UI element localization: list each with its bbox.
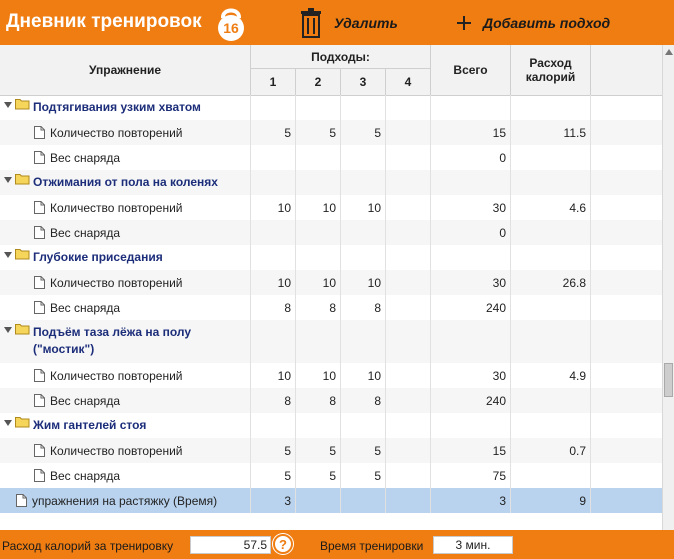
group-name: Отжимания от пола на коленях xyxy=(33,175,218,189)
total-cell: 75 xyxy=(431,463,511,488)
set-3-cell[interactable] xyxy=(341,170,386,195)
set-4-cell[interactable] xyxy=(386,320,431,363)
table-row[interactable] xyxy=(0,270,662,295)
folder-icon xyxy=(15,248,30,263)
set-3-cell[interactable] xyxy=(341,220,386,245)
set-4-cell[interactable] xyxy=(386,170,431,195)
workout-time-value: 3 мин. xyxy=(433,536,513,554)
top-toolbar xyxy=(0,0,674,45)
total-cell: 30 xyxy=(431,270,511,295)
help-icon[interactable]: ? xyxy=(273,534,293,554)
total-cell: 30 xyxy=(431,195,511,220)
calories-cell xyxy=(511,320,591,363)
set-2-cell[interactable]: 8 xyxy=(296,388,341,413)
item-name: Вес снаряда xyxy=(50,150,121,165)
set-3-cell[interactable]: 5 xyxy=(341,463,386,488)
set-4-cell[interactable] xyxy=(386,413,431,438)
total-cell: 3 xyxy=(431,488,511,513)
set-1-cell[interactable] xyxy=(251,245,296,270)
empty-cell xyxy=(591,463,662,488)
empty-cell xyxy=(591,245,662,270)
file-icon xyxy=(34,276,45,289)
total-cell xyxy=(431,95,511,120)
collapse-arrow-icon[interactable] xyxy=(4,177,12,183)
set-4-cell[interactable] xyxy=(386,388,431,413)
calories-cell xyxy=(511,245,591,270)
item-name-cell xyxy=(0,363,251,388)
calories-total-label: Расход калорий за тренировку xyxy=(2,539,174,553)
file-icon xyxy=(34,369,45,382)
set-1-cell[interactable] xyxy=(251,145,296,170)
empty-cell xyxy=(591,145,662,170)
calories-cell: 11.5 xyxy=(511,120,591,145)
calories-cell xyxy=(511,413,591,438)
col-set-4-header[interactable]: 4 xyxy=(386,69,431,95)
file-icon xyxy=(34,444,45,457)
app-title: Дневник тренировок xyxy=(6,11,202,32)
folder-icon xyxy=(15,173,30,188)
exercise-group-row[interactable] xyxy=(0,413,662,438)
file-icon xyxy=(16,494,27,507)
table-row[interactable] xyxy=(0,145,662,170)
selected-row[interactable] xyxy=(0,488,662,513)
col-exercise-header[interactable]: Упражнение xyxy=(0,45,251,95)
set-1-cell[interactable]: 5 xyxy=(251,463,296,488)
table-row[interactable] xyxy=(0,388,662,413)
group-name xyxy=(33,324,191,358)
empty-cell xyxy=(591,170,662,195)
empty-cell xyxy=(591,363,662,388)
collapse-arrow-icon[interactable] xyxy=(4,102,12,108)
set-1-cell[interactable]: 8 xyxy=(251,295,296,320)
set-4-cell[interactable] xyxy=(386,195,431,220)
set-2-cell[interactable]: 5 xyxy=(296,120,341,145)
set-3-cell[interactable] xyxy=(341,488,386,513)
set-2-cell[interactable]: 10 xyxy=(296,195,341,220)
set-4-cell[interactable] xyxy=(386,145,431,170)
vertical-scrollbar[interactable] xyxy=(662,45,674,530)
item-name-cell xyxy=(0,270,251,295)
item-name: Количество повторений xyxy=(50,275,183,290)
set-1-cell[interactable]: 3 xyxy=(251,488,296,513)
item-name: Вес снаряда xyxy=(50,225,121,240)
item-name-cell xyxy=(0,488,251,513)
col-sets-header: Подходы: xyxy=(251,45,431,69)
calories-cell xyxy=(511,220,591,245)
group-name: Жим гантелей стоя xyxy=(33,418,147,432)
group-name-cell xyxy=(0,320,251,363)
scroll-thumb[interactable] xyxy=(664,363,673,397)
table-row[interactable] xyxy=(0,438,662,463)
empty-cell xyxy=(591,413,662,438)
kettlebell-icon xyxy=(211,4,251,42)
total-cell xyxy=(431,413,511,438)
workout-time-label: Время тренировки xyxy=(320,539,424,553)
empty-cell xyxy=(591,95,662,120)
set-2-cell[interactable]: 8 xyxy=(296,295,341,320)
collapse-arrow-icon[interactable] xyxy=(4,327,12,333)
set-1-cell[interactable]: 10 xyxy=(251,195,296,220)
item-name: Количество повторений xyxy=(50,200,183,215)
set-3-cell[interactable]: 5 xyxy=(341,438,386,463)
group-name-cell xyxy=(0,170,251,195)
file-icon xyxy=(34,301,45,314)
set-2-cell[interactable] xyxy=(296,170,341,195)
set-2-cell[interactable] xyxy=(296,413,341,438)
set-2-cell[interactable] xyxy=(296,220,341,245)
set-3-cell[interactable] xyxy=(341,95,386,120)
total-cell: 0 xyxy=(431,220,511,245)
set-4-cell[interactable] xyxy=(386,488,431,513)
trash-icon xyxy=(300,8,322,38)
item-name: Вес снаряда xyxy=(50,468,121,483)
col-empty-header xyxy=(591,45,662,95)
folder-icon xyxy=(15,323,30,338)
total-cell xyxy=(431,170,511,195)
col-total-header[interactable]: Всего xyxy=(431,45,511,95)
group-name-cell xyxy=(0,413,251,438)
set-2-cell[interactable] xyxy=(296,145,341,170)
set-2-cell[interactable] xyxy=(296,320,341,363)
set-2-cell[interactable] xyxy=(296,95,341,120)
item-name-cell xyxy=(0,120,251,145)
set-4-cell[interactable] xyxy=(386,95,431,120)
group-name-line: ("мостик") xyxy=(33,342,95,356)
exercise-group-row[interactable] xyxy=(0,245,662,270)
file-icon xyxy=(34,394,45,407)
file-icon xyxy=(34,226,45,239)
add-set-label: Добавить подход xyxy=(483,14,611,31)
item-name: Вес снаряда xyxy=(50,393,121,408)
col-set-2-header[interactable]: 2 xyxy=(296,69,341,95)
total-cell xyxy=(431,245,511,270)
item-name-cell xyxy=(0,195,251,220)
set-1-cell[interactable]: 10 xyxy=(251,270,296,295)
set-2-cell[interactable]: 10 xyxy=(296,270,341,295)
set-4-cell[interactable] xyxy=(386,438,431,463)
set-3-cell[interactable]: 5 xyxy=(341,120,386,145)
set-1-cell[interactable] xyxy=(251,220,296,245)
scroll-up-arrow-icon[interactable] xyxy=(665,49,673,55)
group-name-cell xyxy=(0,245,251,270)
empty-cell xyxy=(591,320,662,363)
exercise-group-row[interactable] xyxy=(0,95,662,120)
set-4-cell[interactable] xyxy=(386,363,431,388)
calories-cell: 4.9 xyxy=(511,363,591,388)
item-name-cell xyxy=(0,220,251,245)
folder-icon xyxy=(15,416,30,431)
calories-cell: 9 xyxy=(511,488,591,513)
table-row[interactable] xyxy=(0,120,662,145)
empty-cell xyxy=(591,120,662,145)
calories-cell xyxy=(511,145,591,170)
item-name-cell xyxy=(0,438,251,463)
group-name-cell xyxy=(0,95,251,120)
total-cell: 240 xyxy=(431,388,511,413)
empty-cell xyxy=(591,388,662,413)
table-row[interactable] xyxy=(0,463,662,488)
table-row[interactable] xyxy=(0,363,662,388)
set-3-cell[interactable] xyxy=(341,245,386,270)
plus-icon xyxy=(457,16,471,30)
set-3-cell[interactable]: 8 xyxy=(341,295,386,320)
collapse-arrow-icon[interactable] xyxy=(4,252,12,258)
empty-cell xyxy=(591,488,662,513)
group-name: Подтягивания узким хватом xyxy=(33,100,201,114)
file-icon xyxy=(34,126,45,139)
col-set-3-header[interactable]: 3 xyxy=(341,69,386,95)
set-4-cell[interactable] xyxy=(386,220,431,245)
set-2-cell[interactable] xyxy=(296,245,341,270)
add-set-button[interactable] xyxy=(457,0,610,45)
set-1-cell[interactable]: 5 xyxy=(251,438,296,463)
set-1-cell[interactable] xyxy=(251,170,296,195)
workout-grid xyxy=(0,45,674,530)
empty-cell xyxy=(591,270,662,295)
empty-row xyxy=(0,513,662,530)
set-3-cell[interactable]: 8 xyxy=(341,388,386,413)
file-icon xyxy=(34,201,45,214)
delete-label: Удалить xyxy=(334,14,398,31)
set-4-cell[interactable] xyxy=(386,120,431,145)
delete-button[interactable] xyxy=(300,0,398,45)
set-3-cell[interactable]: 10 xyxy=(341,363,386,388)
item-name-cell xyxy=(0,145,251,170)
item-name-cell xyxy=(0,463,251,488)
exercise-group-row[interactable] xyxy=(0,320,662,363)
table-row[interactable] xyxy=(0,195,662,220)
grid-header xyxy=(0,45,662,96)
total-cell: 30 xyxy=(431,363,511,388)
group-name: Глубокие приседания xyxy=(33,250,163,264)
kettlebell-badge: 16 xyxy=(223,20,239,36)
calories-cell: 0.7 xyxy=(511,438,591,463)
group-name-line: Подъём таза лёжа на полу xyxy=(33,325,192,339)
item-name: Количество повторений xyxy=(50,443,183,458)
item-name: Количество повторений xyxy=(50,125,183,140)
total-cell xyxy=(431,320,511,363)
item-name: упражнения на растяжку (Время) xyxy=(32,493,218,508)
set-3-cell[interactable]: 10 xyxy=(341,270,386,295)
set-2-cell[interactable]: 5 xyxy=(296,463,341,488)
set-1-cell[interactable] xyxy=(251,320,296,363)
total-cell: 0 xyxy=(431,145,511,170)
total-cell: 15 xyxy=(431,120,511,145)
set-4-cell[interactable] xyxy=(386,295,431,320)
calories-total-value: 57.5 xyxy=(190,536,271,554)
file-icon xyxy=(34,469,45,482)
item-name: Вес снаряда xyxy=(50,300,121,315)
calories-cell xyxy=(511,95,591,120)
set-3-cell[interactable] xyxy=(341,320,386,363)
set-4-cell[interactable] xyxy=(386,270,431,295)
calories-cell xyxy=(511,388,591,413)
total-cell: 15 xyxy=(431,438,511,463)
set-1-cell[interactable]: 5 xyxy=(251,120,296,145)
set-1-cell[interactable]: 8 xyxy=(251,388,296,413)
file-icon xyxy=(34,151,45,164)
col-calories-header[interactable]: Расход калорий xyxy=(511,45,591,95)
table-row[interactable] xyxy=(0,220,662,245)
set-4-cell[interactable] xyxy=(386,245,431,270)
calories-cell xyxy=(511,295,591,320)
item-name: Количество повторений xyxy=(50,368,183,383)
collapse-arrow-icon[interactable] xyxy=(4,420,12,426)
set-4-cell[interactable] xyxy=(386,463,431,488)
set-2-cell[interactable]: 10 xyxy=(296,363,341,388)
table-row[interactable] xyxy=(0,295,662,320)
empty-cell xyxy=(591,195,662,220)
set-3-cell[interactable]: 10 xyxy=(341,195,386,220)
exercise-group-row[interactable] xyxy=(0,170,662,195)
empty-cell xyxy=(591,295,662,320)
set-2-cell[interactable] xyxy=(296,488,341,513)
set-2-cell[interactable]: 5 xyxy=(296,438,341,463)
item-name-cell xyxy=(0,388,251,413)
calories-cell: 4.6 xyxy=(511,195,591,220)
calories-cell: 26.8 xyxy=(511,270,591,295)
set-3-cell[interactable] xyxy=(341,145,386,170)
item-name-cell xyxy=(0,295,251,320)
total-cell: 240 xyxy=(431,295,511,320)
folder-icon xyxy=(15,98,30,113)
set-1-cell[interactable] xyxy=(251,413,296,438)
set-1-cell[interactable] xyxy=(251,95,296,120)
empty-cell xyxy=(591,438,662,463)
calories-cell xyxy=(511,170,591,195)
col-set-1-header[interactable]: 1 xyxy=(251,69,296,95)
set-3-cell[interactable] xyxy=(341,413,386,438)
set-1-cell[interactable]: 10 xyxy=(251,363,296,388)
calories-cell xyxy=(511,463,591,488)
footer-bar xyxy=(0,530,674,559)
empty-cell xyxy=(591,220,662,245)
